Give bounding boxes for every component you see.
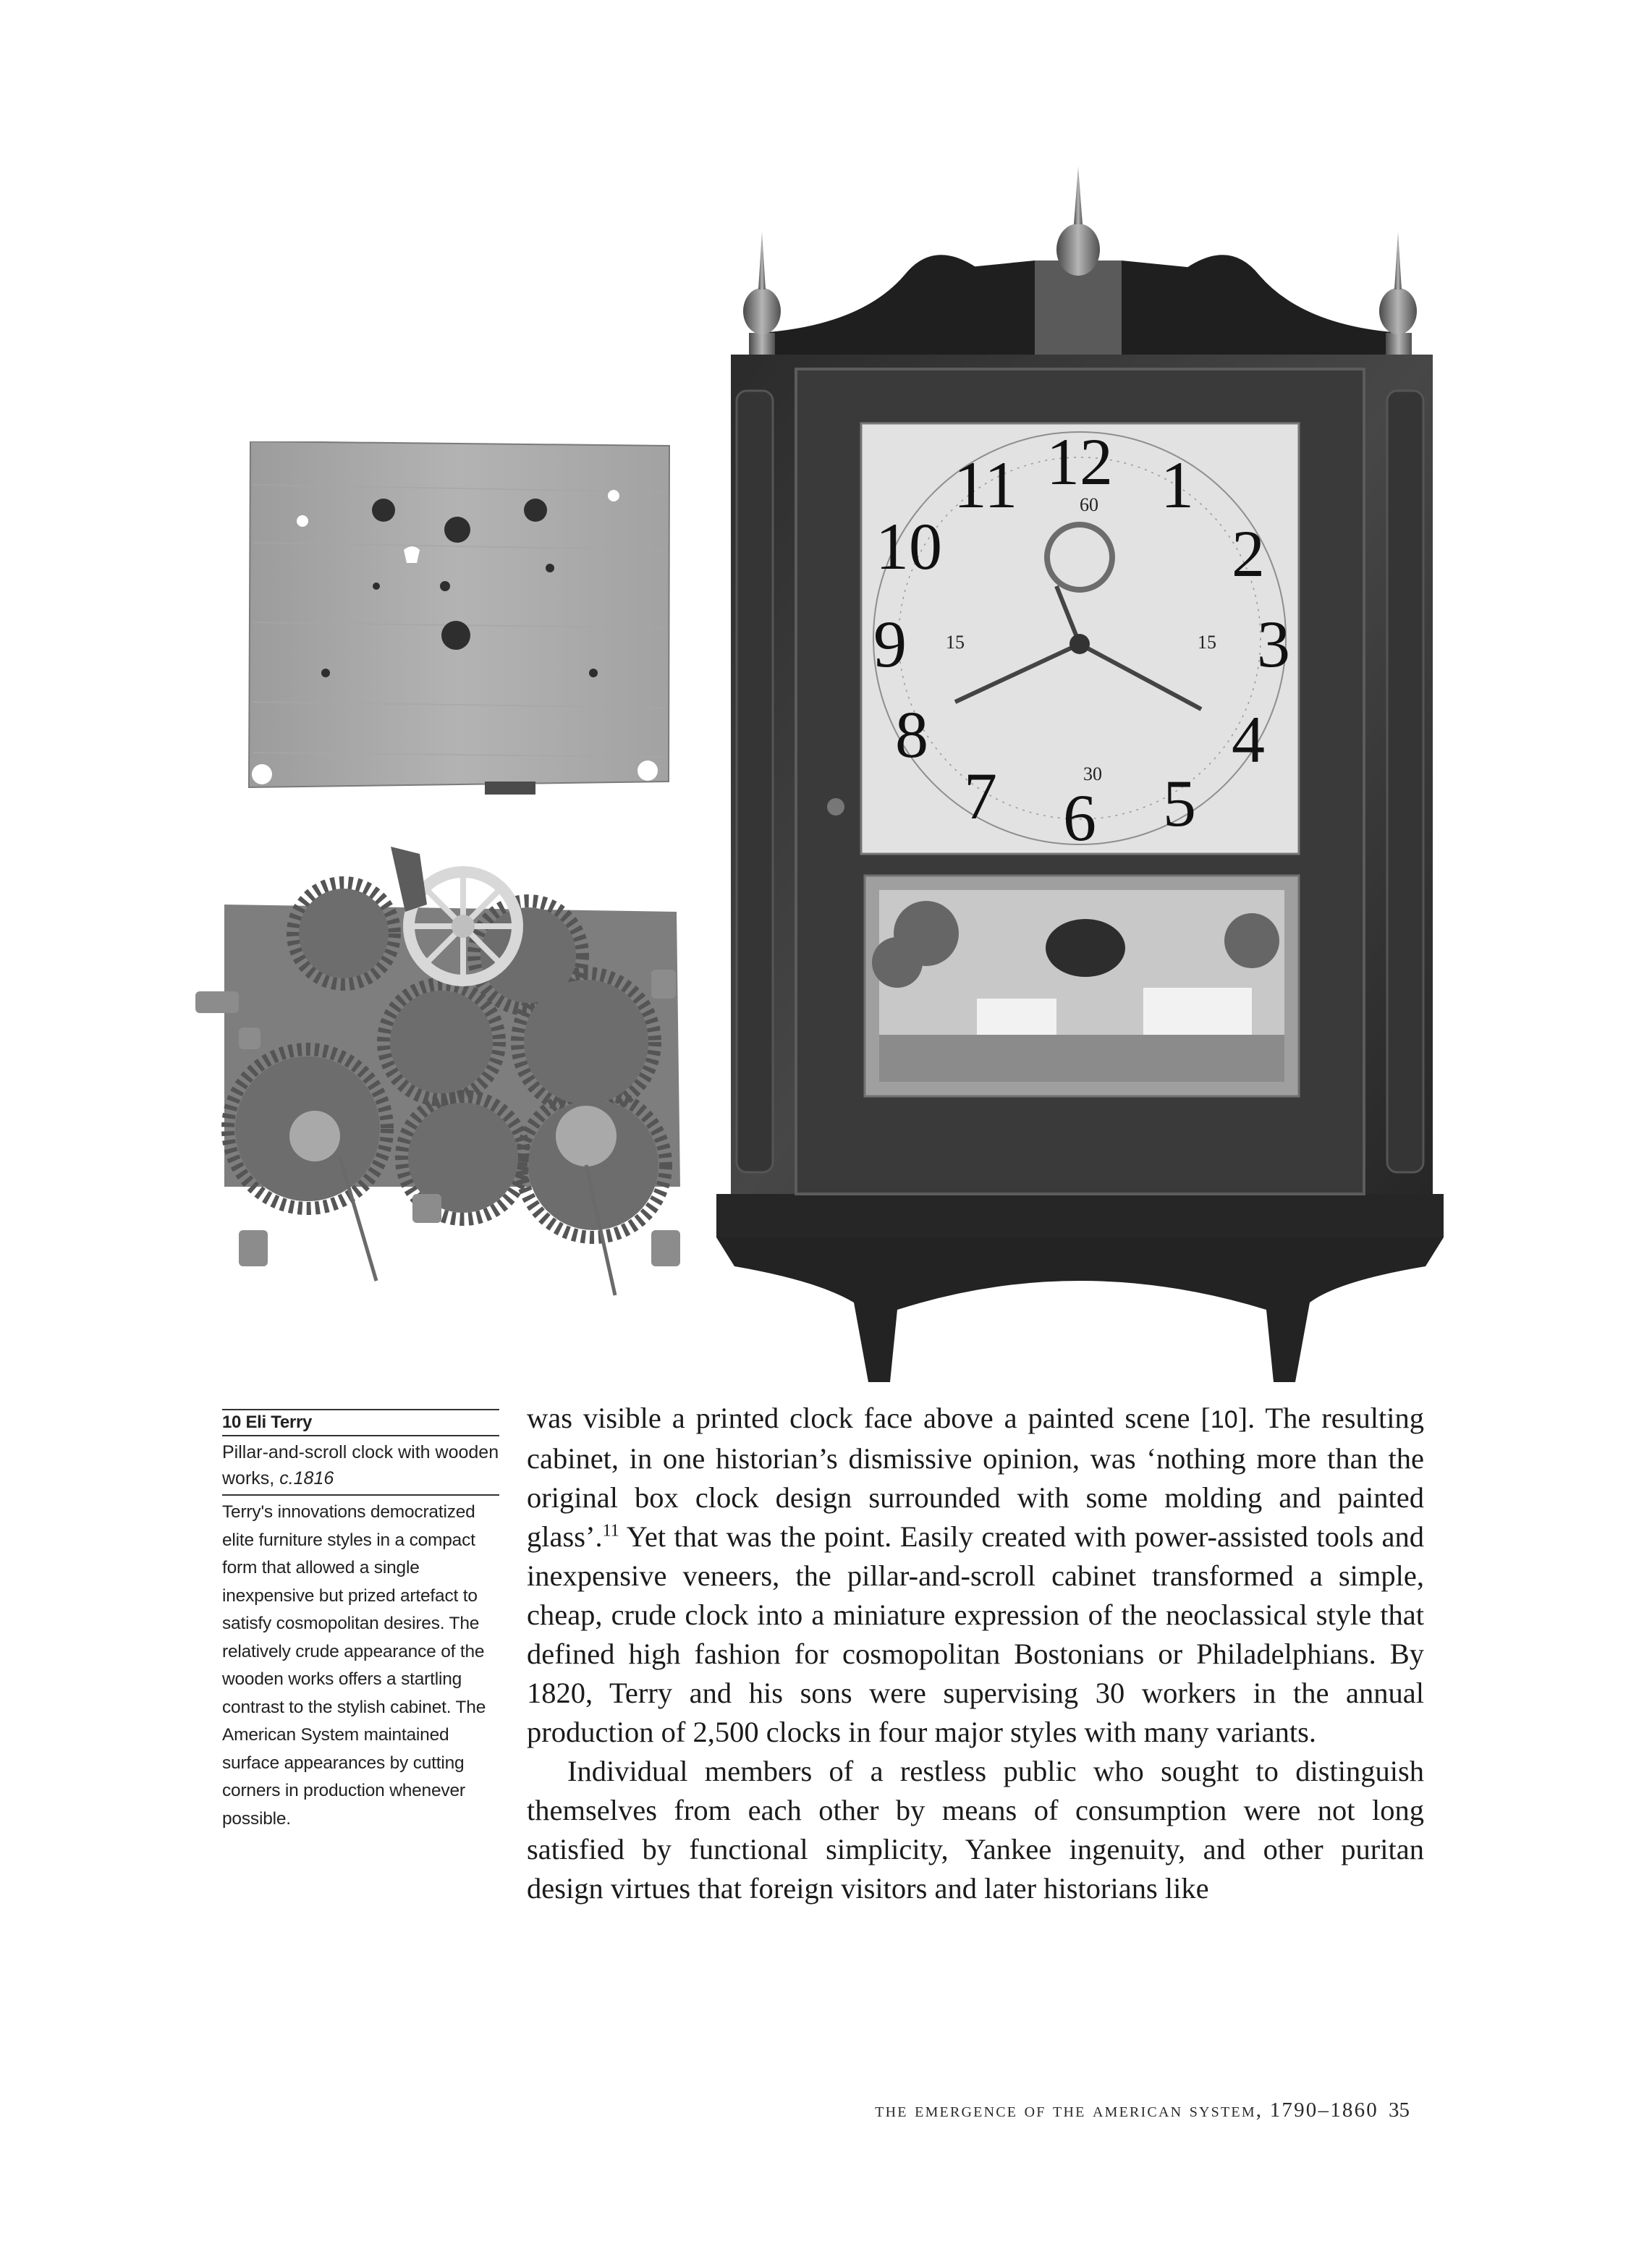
caption-body: Terry's innovations democratized elite furniture styles in a compact form that allowed a single inexpensive but prized artefact to satisfy cosmopolitan desires. The relatively crude appearance of the wooden works offers a startling contrast to the stylish cabinet. The American System maintained surface appearances by cutting corners in production whenever possible.	[222, 1502, 486, 1829]
dial-numeral-8: 8	[895, 698, 928, 772]
running-footer	[724, 2098, 1410, 2122]
paragraph-1-text-c: Yet that was the point. Easily created with power-assisted tools and inexpensive veneers, the pillar-and-scroll cabinet transformed a simple, cheap, crude clock into a miniature expression of the neoclassical style that defined high fashion for cosmopolitan Bostonians or Philadelphians. By 1820, Terry and his sons were supervising 30 workers in the annual production of 2,500 clocks in four major styles with many variants.	[527, 1520, 1424, 1748]
dial-minute-15-right: 15	[1198, 631, 1216, 653]
dial-numeral-6: 6	[1063, 781, 1096, 855]
dial-numeral-11: 11	[953, 448, 1018, 522]
pillar-and-scroll-clock-photo	[716, 152, 1444, 1382]
paragraph-1-text-a: was visible a printed clock face above a painted scene [	[527, 1402, 1211, 1434]
body-paragraph-1	[527, 1399, 1424, 1752]
dial-minute-15-left: 15	[946, 631, 965, 653]
wooden-works-photo	[181, 825, 709, 1310]
dial-numeral-7: 7	[964, 759, 997, 834]
page-number: 35	[1389, 2098, 1410, 2122]
running-head: the emergence of the american system, 1790–1860	[875, 2098, 1378, 2122]
backplate-photo	[246, 441, 673, 796]
dial-numeral-2: 2	[1232, 517, 1265, 591]
caption-figure-number: 10 Eli Terry	[222, 1412, 313, 1432]
dial-numeral-3: 3	[1257, 607, 1290, 682]
dial-numeral-9: 9	[873, 607, 907, 682]
caption-title-text: Pillar-and-scroll clock with wooden works,	[222, 1442, 499, 1488]
footnote-marker: 11	[602, 1521, 619, 1541]
caption-date: c.1816	[279, 1468, 334, 1488]
paragraph-1-text-b: ]. The resulting cabinet, in one historian’s dismissive opinion, was ‘nothing more than the original box clock design surrounded with some molding and painted glass’.	[527, 1402, 1424, 1553]
body-text	[527, 1399, 1424, 1908]
dial-numeral-12: 12	[1046, 425, 1113, 499]
dial-numeral-4: 4	[1232, 703, 1265, 777]
dial-minute-30: 30	[1083, 763, 1102, 784]
figure-caption	[222, 1409, 499, 1833]
dial-numeral-10: 10	[876, 509, 942, 584]
dial-numeral-5: 5	[1163, 766, 1196, 841]
dial-numeral-1: 1	[1161, 448, 1194, 522]
dial-minute-60: 60	[1080, 494, 1098, 515]
figure-reference: 10	[1210, 1406, 1238, 1433]
body-paragraph-2: Individual members of a restless public who sought to distinguish themselves from each other by means of consumption were not long satisfied by functional simplicity, Yankee ingenuity, and other puritan design virtues that foreign visitors and later historians like	[527, 1755, 1424, 1905]
caption-title	[222, 1436, 499, 1494]
